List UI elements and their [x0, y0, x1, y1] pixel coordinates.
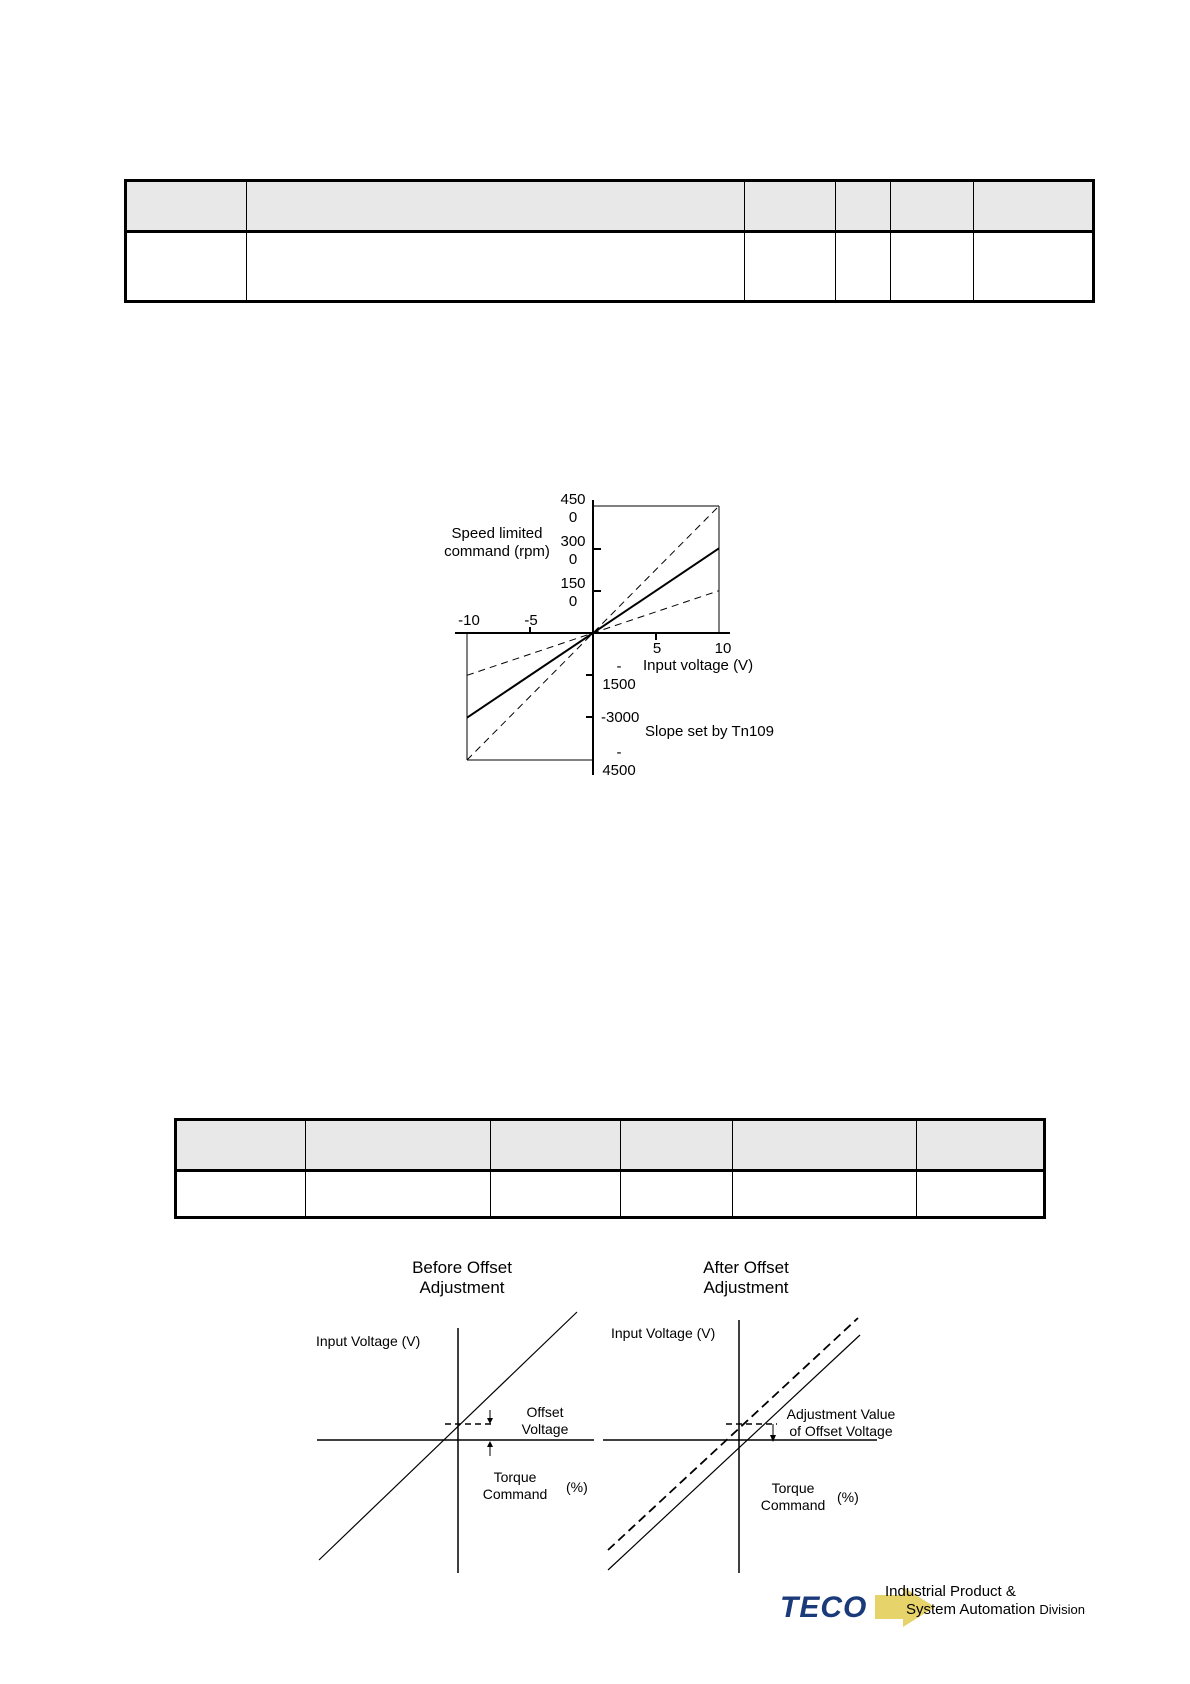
x-tick-label: -10	[458, 612, 480, 629]
division-line-2-text: System Automation	[906, 1601, 1036, 1618]
y-axis-label: Speed limited	[451, 525, 543, 542]
y-tick-label: 4500	[602, 762, 636, 779]
division-line-1: Industrial Product &	[885, 1583, 1016, 1600]
torque-label: Command	[760, 1497, 826, 1513]
table-header-cell	[176, 1120, 306, 1171]
table-cell	[621, 1171, 733, 1218]
arrow-up-icon	[487, 1441, 493, 1447]
adjustment-label: of Offset Voltage	[789, 1423, 893, 1439]
slope-note: Slope set by Tn109	[645, 723, 774, 740]
table-header-cell	[306, 1120, 491, 1171]
y-tick-label: 150	[560, 575, 586, 592]
unit-label: (%)	[566, 1479, 588, 1495]
y-tick-label: 0	[568, 593, 578, 610]
table-cell	[917, 1171, 1045, 1218]
y-tick-label: 450	[560, 491, 586, 508]
torque-label: Torque	[771, 1480, 815, 1496]
y-tick-label: 0	[568, 509, 578, 526]
arrow-down-icon	[487, 1418, 493, 1424]
before-title: Adjustment	[419, 1278, 505, 1297]
teco-logo: TECO	[780, 1591, 868, 1624]
x-tick-label: 5	[652, 640, 662, 657]
torque-label: Command	[482, 1486, 548, 1502]
footer-logo	[780, 1583, 1100, 1631]
offset-adjustment-diagrams	[0, 1240, 1190, 1590]
before-y-label: Input Voltage (V)	[316, 1333, 421, 1349]
after-title: After Offset	[703, 1258, 789, 1277]
after-title: Adjustment	[703, 1278, 789, 1297]
offset-voltage-label: Offset	[526, 1404, 564, 1420]
y-axis-label: command (rpm)	[444, 543, 550, 560]
table-cell	[491, 1171, 621, 1218]
table-cell	[306, 1171, 491, 1218]
table-header-cell	[491, 1120, 621, 1171]
table-cell	[733, 1171, 917, 1218]
y-tick-label: -3000	[601, 709, 640, 726]
speed-limit-chart	[0, 0, 1190, 800]
division-word: Division	[1039, 1602, 1085, 1617]
arrow-down-icon	[770, 1435, 776, 1442]
after-line-solid	[608, 1335, 860, 1570]
table-row	[176, 1171, 1045, 1218]
y-tick-label: 300	[560, 533, 586, 550]
parameter-table-2	[174, 1118, 1046, 1219]
before-offset-diagram	[316, 1258, 594, 1573]
x-tick-label: -5	[524, 612, 538, 629]
offset-voltage-label: Voltage	[521, 1421, 569, 1437]
y-tick-label: -	[616, 658, 622, 675]
before-title: Before Offset	[412, 1258, 512, 1277]
torque-label: Torque	[493, 1469, 537, 1485]
table-header-cell	[621, 1120, 733, 1171]
y-tick-label: 0	[568, 551, 578, 568]
x-axis-label: Input voltage (V)	[643, 657, 754, 674]
x-tick-label: 10	[714, 640, 732, 657]
table-cell	[176, 1171, 306, 1218]
table-header-row	[176, 1120, 1045, 1171]
unit-label: (%)	[837, 1489, 859, 1505]
table-header-cell	[733, 1120, 917, 1171]
after-offset-diagram	[603, 1258, 896, 1573]
adjustment-label: Adjustment Value	[786, 1406, 896, 1422]
division-line-2	[906, 1601, 1085, 1618]
y-tick-label: 1500	[602, 676, 636, 693]
y-tick-label: -	[616, 744, 622, 761]
after-y-label: Input Voltage (V)	[611, 1325, 716, 1341]
table-header-cell	[917, 1120, 1045, 1171]
